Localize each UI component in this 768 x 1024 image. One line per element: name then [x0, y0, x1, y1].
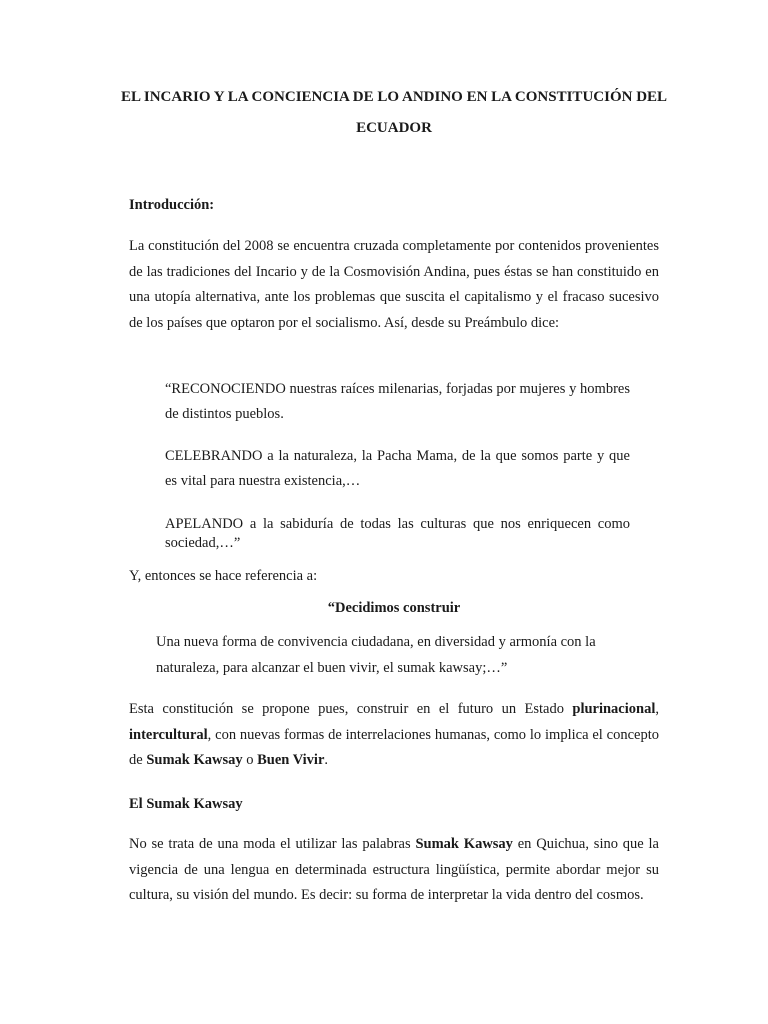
intro-paragraph: La constitución del 2008 se encuentra cruzada completamente por contenidos provenientes de las tradiciones del Incario y de la Cosmovisión Andina, pues éstas se han constituido en una utopía alternativa, ante los problemas que suscita el capitalismo y el fracaso sucesivo de los países que optaron por el socialismo. Así, desde su Preámbulo dice:: [129, 238, 659, 331]
preamble-quote-celebrando: CELEBRANDO a la naturaleza, la Pacha Mama, de la que somos parte y que es vital para nuestra existencia,…: [165, 448, 630, 489]
preamble-quote-apelando: APELANDO a la sabiduría de todas las culturas que nos enriquecen como sociedad,…”: [165, 516, 630, 551]
para2-bold-sumak-kawsay: Sumak Kawsay: [146, 752, 243, 768]
paragraph-plurinacional: [129, 697, 659, 774]
para2-text-2: ,: [655, 701, 659, 717]
transition-text: Y, entonces se hace referencia a:: [129, 568, 318, 584]
decidimos-construir: “Decidimos construir: [327, 600, 461, 616]
para3-text-1: No se trata de una moda el utilizar las palabras: [129, 836, 416, 852]
para2-bold-intercultural: intercultural: [129, 726, 208, 743]
quote-sumak-kawsay: Una nueva forma de convivencia ciudadana, en diversidad y armonía con la naturaleza, para alcanzar el buen vivir, el sumak kawsay;…”: [156, 634, 596, 676]
section-heading-sumak-kawsay: El Sumak Kawsay: [129, 796, 243, 812]
para2-bold-plurinacional: plurinacional: [572, 701, 656, 717]
preamble-quote-reconociendo: “RECONOCIENDO nuestras raíces milenarias, forjadas por mujeres y hombres de distintos pueblos.: [165, 381, 630, 422]
para2-text-5: .: [324, 752, 329, 768]
para2-text-4: o: [242, 752, 258, 768]
para2-text-1: Esta constitución se propone pues, construir en el futuro un Estado: [129, 701, 573, 717]
intro-heading: Introducción:: [129, 197, 215, 213]
paragraph-sumak-kawsay: [129, 832, 659, 909]
para3-bold-sumak-kawsay: Sumak Kawsay: [415, 836, 513, 852]
para2-text-3: , con nuevas formas de interrelaciones humanas, como lo implica el concepto de: [129, 726, 659, 768]
document-title: EL INCARIO Y LA CONCIENCIA DE LO ANDINO EN LA CONSTITUCIÓN DEL ECUADOR: [120, 89, 668, 136]
para3-text-2: en Quichua, sino que la vigencia de una lengua en determinada estructura lingüística, permite abordar mejor su cultura, su visión del mundo. Es decir: su forma de interpretar la vida dentro del cosmos.: [129, 836, 659, 903]
para2-bold-buen-vivir: Buen Vivir: [257, 752, 325, 768]
